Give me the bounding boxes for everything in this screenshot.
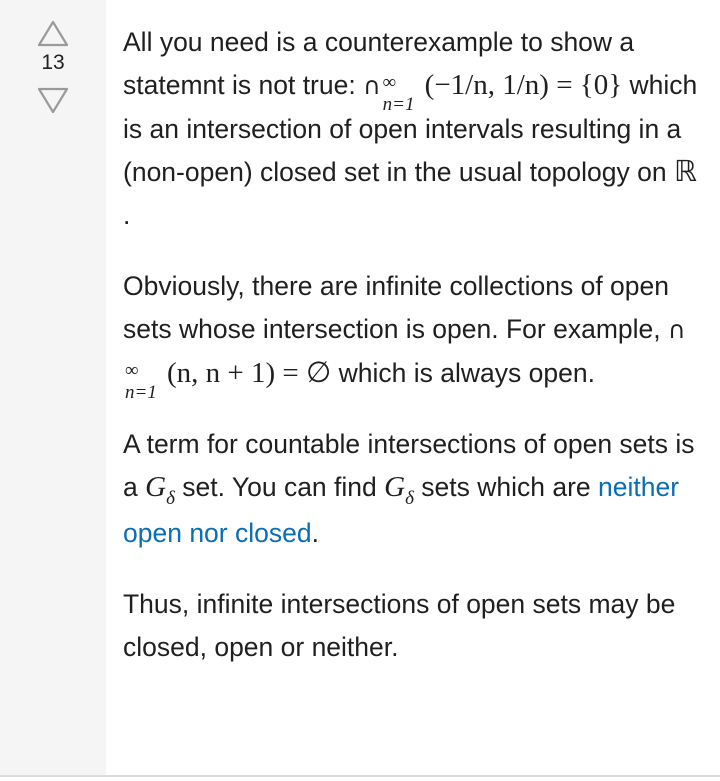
- g-delta-end: .: [311, 518, 319, 548]
- g-delta-after: sets which are: [413, 472, 599, 502]
- explanation-text: which is an intersection of open intervals resulting in a (non-open) closed set in the usual topology on: [123, 70, 698, 187]
- vote-count: 13: [41, 51, 65, 74]
- intersection-limits: [123, 360, 167, 403]
- period-text: .: [123, 200, 131, 230]
- answer-body: [123, 21, 703, 697]
- g-delta-symbol: [145, 471, 175, 509]
- paragraph-g-delta: [123, 423, 703, 555]
- delta-subscript: δ: [405, 488, 414, 509]
- intersection-symbol: ∩: [363, 72, 381, 100]
- open-example-end: which is always open.: [331, 358, 595, 388]
- formula-expression: (n, n + 1) = ∅: [167, 357, 332, 389]
- reals-symbol: ℝ: [673, 156, 697, 188]
- bottom-divider: [0, 775, 720, 777]
- limit-upper: ∞: [382, 72, 397, 93]
- intersection-symbol: ∩: [667, 316, 686, 344]
- vote-column: [0, 0, 106, 775]
- g-delta-symbol: [384, 471, 414, 509]
- g-delta-mid: set. You can find: [174, 472, 385, 502]
- upvote-button[interactable]: [36, 19, 70, 49]
- g-letter: G: [145, 471, 167, 503]
- intersection-limits: [381, 72, 425, 115]
- limit-lower: n=1: [382, 94, 415, 115]
- paragraph-counterexample: [123, 21, 703, 237]
- formula-expression: (−1/n, 1/n) = {0}: [424, 69, 623, 101]
- limit-upper: ∞: [125, 360, 139, 381]
- formula-intersection-intervals: [363, 69, 623, 115]
- open-example-text: Obviously, there are infinite collections of open sets whose intersection is open. For example,: [123, 271, 670, 344]
- delta-subscript: δ: [166, 488, 175, 509]
- intro-text: All you need is a counterexample to show a statemnt is not true:: [123, 27, 635, 100]
- triangle-down-icon: [36, 85, 70, 115]
- paragraph-conclusion: Thus, infinite intersections of open sets may be closed, open or neither.: [123, 589, 676, 662]
- limit-lower: n=1: [125, 382, 157, 403]
- neither-open-nor-closed-link[interactable]: neither open nor closed: [123, 472, 680, 548]
- paragraph-open-example: [123, 265, 703, 403]
- g-letter: G: [384, 471, 406, 503]
- g-delta-text: A term for countable intersections of open sets is a: [123, 429, 695, 502]
- triangle-up-icon: [36, 19, 70, 49]
- downvote-button[interactable]: [36, 85, 70, 115]
